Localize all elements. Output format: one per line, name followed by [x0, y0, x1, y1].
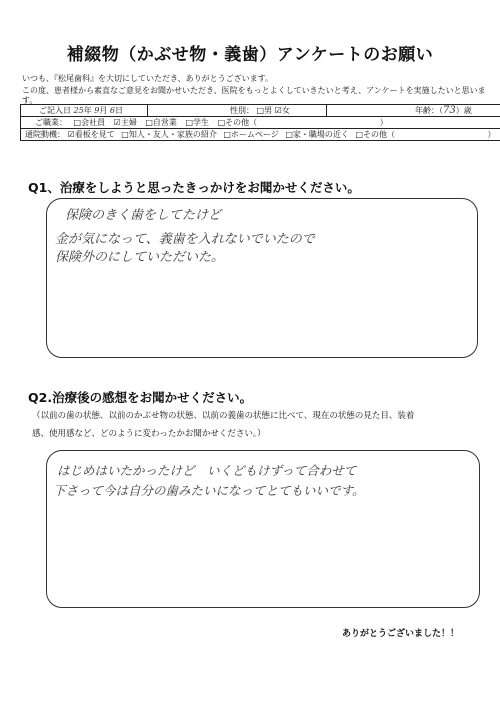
- age-cell: [327, 105, 500, 117]
- q2-subtitle-line-2: 感、使用感など、どのように変わったかお聞かせください。）: [32, 429, 266, 439]
- visit-cell: [21, 129, 500, 141]
- q1-answer-line-2: 金が気になって、義歯を入れないでいたので: [55, 232, 315, 247]
- date-label: ご記入日: [39, 106, 71, 115]
- visit-label: 通院動機：: [25, 130, 65, 139]
- occupation-option-student[interactable]: □学生: [185, 118, 210, 127]
- q2-answer-box[interactable]: [46, 450, 480, 608]
- q1-answer-line-3: 保険外のにしていただいた。: [55, 250, 225, 265]
- info-row-visit: [21, 129, 500, 141]
- occupation-cell: [21, 117, 500, 129]
- q1-answer-line-1: 保険のきく歯をしてたけど: [65, 208, 222, 223]
- visit-option-referral[interactable]: □知人・友人・家族の紹介: [121, 130, 217, 139]
- occupation-other-close: ）: [379, 118, 388, 127]
- month-unit: 月: [99, 106, 108, 115]
- intro-line-1: いつも、『松尾歯科』を大切にしていただき、ありがとうございます。: [22, 74, 274, 83]
- date-day-value[interactable]: 6: [109, 106, 116, 115]
- occupation-option-other[interactable]: □その他（: [217, 118, 258, 127]
- gender-female-checkbox[interactable]: ☑女: [274, 106, 290, 115]
- gender-male-checkbox[interactable]: □男: [256, 106, 273, 115]
- intro-line-2: この度、患者様から素直なご意見をお聞かせいただき、医院をもっとよくしていきたいと考え、アンケートを実施したいと思います。: [22, 86, 486, 105]
- page-title: 補綴物（かぶせ物・義歯）アンケートのお願い: [66, 45, 434, 65]
- info-row-occupation: [21, 117, 500, 129]
- q2-answer-line-2: 下さって今は自分の歯みたいになってとてもいいです。: [53, 483, 365, 498]
- info-row-date: [21, 105, 500, 117]
- q2-title: Q2.治療後の感想をお聞かせください。: [28, 390, 253, 405]
- age-value[interactable]: 73: [443, 105, 456, 116]
- occupation-label: ご職業：: [35, 118, 67, 127]
- date-month-value[interactable]: 9: [94, 106, 100, 115]
- gender-label: 性別：: [230, 106, 254, 115]
- visit-option-other[interactable]: □その他（: [355, 130, 395, 139]
- q1-title: Q1、治療をしようと思ったきっかけをお聞かせください。: [28, 180, 360, 195]
- occupation-option-self-employed[interactable]: □自営業: [145, 118, 177, 127]
- age-label: 年齢：（: [415, 106, 443, 115]
- gender-cell: [148, 105, 327, 117]
- occupation-option-employee[interactable]: □会社員: [73, 118, 106, 127]
- age-unit: ）歳: [455, 106, 472, 115]
- day-unit: 日: [115, 106, 124, 115]
- occupation-option-housewife[interactable]: ☑主婦: [113, 118, 137, 127]
- q2-subtitle-line-1: （以前の歯の状態、以前のかぶせ物の状態、以前の義歯の状態に比べて、現在の状態の見た目、装着: [32, 411, 415, 421]
- visit-other-close: ）: [487, 130, 496, 139]
- year-unit: 年: [83, 106, 92, 115]
- date-cell: [21, 105, 148, 117]
- visit-option-signboard[interactable]: ☑看板を見て: [67, 130, 115, 139]
- date-year-value[interactable]: 25: [73, 106, 84, 115]
- q1-answer-box[interactable]: [46, 198, 478, 358]
- patient-info-table: [20, 104, 500, 141]
- visit-option-nearby[interactable]: □家・職場の近く: [285, 130, 349, 139]
- q2-answer-line-1: はじめはいたかったけど いくどもけずって合わせて: [57, 463, 357, 478]
- visit-option-homepage[interactable]: □ホームページ: [223, 130, 279, 139]
- thanks-message: ありがとうございました！！: [342, 629, 460, 639]
